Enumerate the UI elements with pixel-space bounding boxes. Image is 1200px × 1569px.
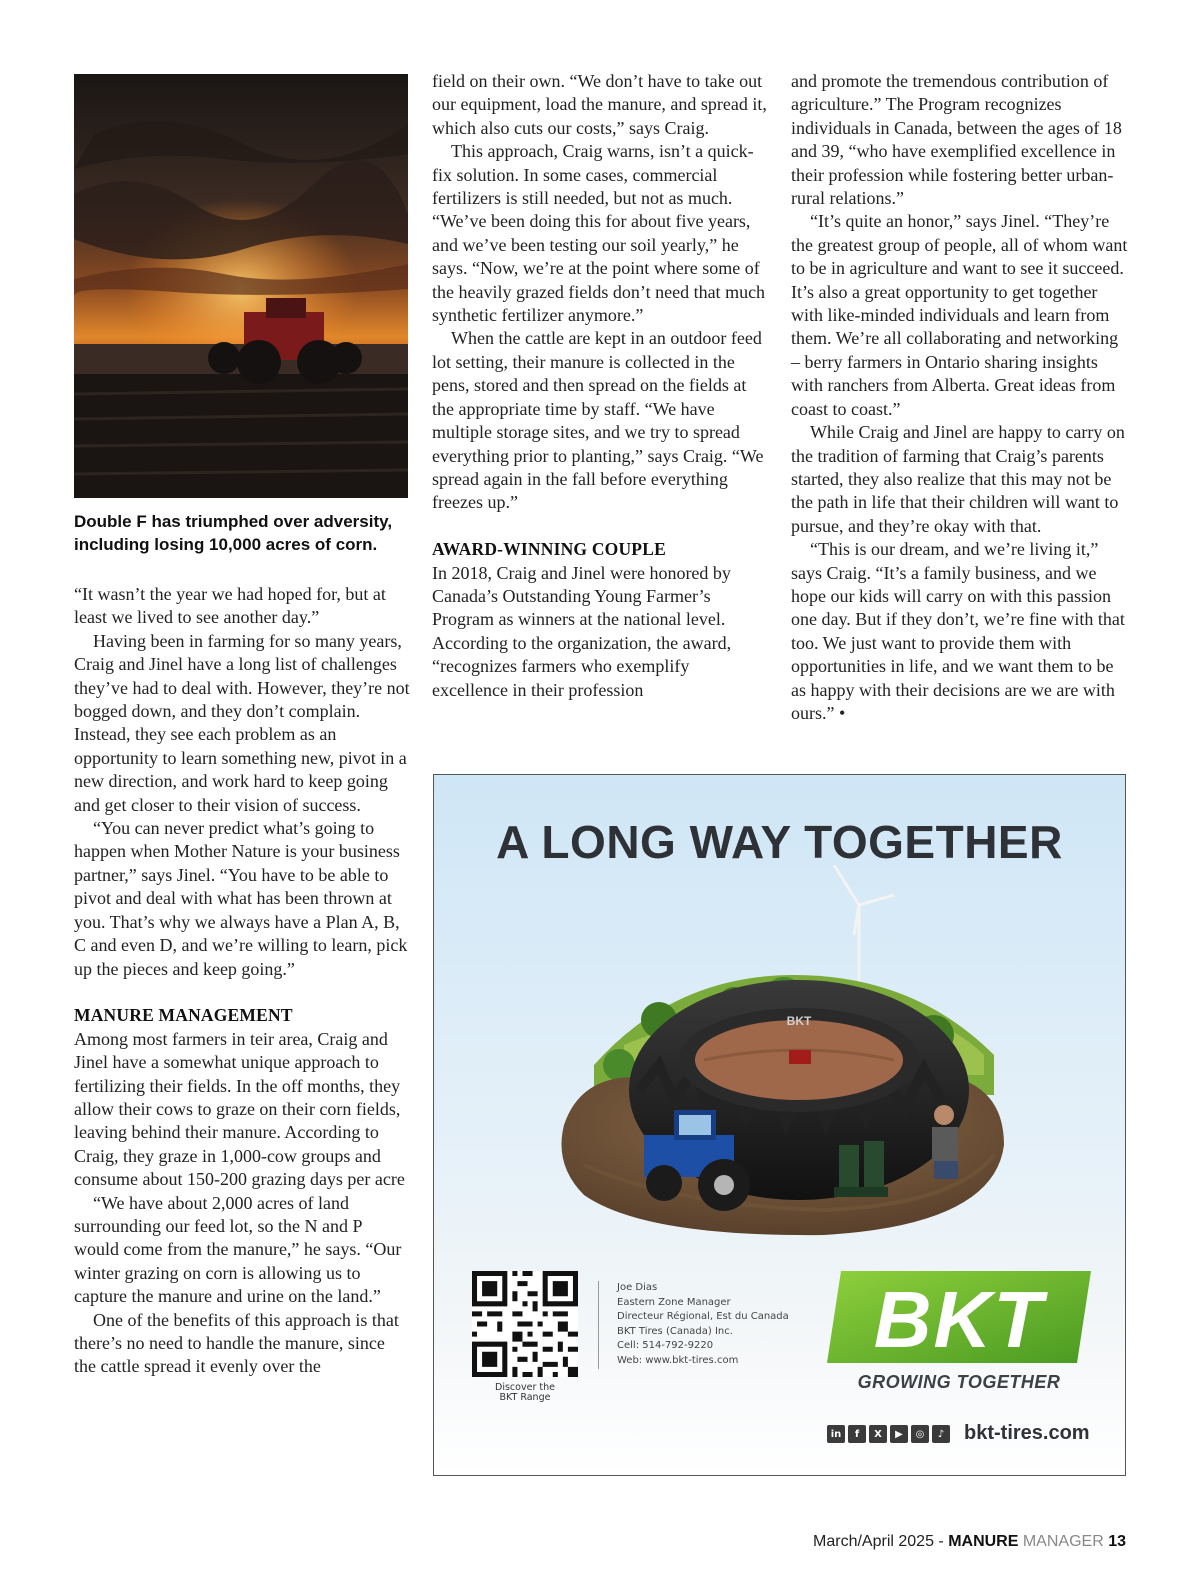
page-footer bbox=[813, 1533, 1126, 1551]
paragraph: One of the benefits of this approach is that there’s no need to handle the manure, since the cattle spread it evenly over the bbox=[74, 1309, 399, 1377]
article-column-3 bbox=[791, 70, 1131, 725]
contact-name: Joe Dias bbox=[617, 1282, 658, 1293]
contact-title-en: Eastern Zone Manager bbox=[617, 1296, 731, 1308]
paragraph: In 2018, Craig and Jinel were honored by Canada’s Outstanding Young Farmer’s Program as winners at the national level. According to the organization, the award, “recognizes farmers who exemplify excellence in their profession bbox=[432, 562, 732, 700]
bkt-logo bbox=[827, 1271, 1091, 1363]
wind-turbine-icon bbox=[834, 865, 894, 995]
paragraph: Having been in farming for so many years, Craig and Jinel have a long list of challenges they’ve had to deal with. However, they’re not bogged down, and they don’t complain. Instead, they see each problem as an opportunity to learn something new, pivot in a new direction, and work hard to keep going and get closer to their vision of success. bbox=[74, 630, 410, 815]
paragraph: While Craig and Jinel are happy to carry on the tradition of farming that Craig’s parents started, they also realize that this may not be the path in life that their children will want to pursue, and they’re okay with that. bbox=[791, 422, 1125, 536]
x-icon[interactable]: X bbox=[869, 1425, 887, 1443]
linkedin-icon[interactable]: in bbox=[827, 1425, 845, 1443]
facebook-icon[interactable]: f bbox=[848, 1425, 866, 1443]
contact-cell: Cell: 514-792-9220 bbox=[617, 1340, 714, 1352]
qr-caption bbox=[472, 1383, 578, 1403]
paragraph: and promote the tremendous contribution of agriculture.” The Program recognizes individuals in Canada, between the ages of 18 and 39, “who have exemplified excellence in their profession while fostering better urban-rural relations.” bbox=[791, 71, 1122, 209]
ad-tire-illustration bbox=[524, 865, 1044, 1245]
footer-magazine-light: MANAGER bbox=[1018, 1533, 1109, 1550]
paragraph: “It’s quite an honor,” says Jinel. “They’re the greatest group of people, all of whom want to be in agriculture and want to see it succeed. It’s also a great opportunity to get together with like-minded individuals and learn from them. We’re all collaborating and networking – berry farmers in Ontario sharing insights with ranchers from Alberta. Great ideas from coast to coast.” bbox=[791, 211, 1128, 419]
photo-illustration bbox=[74, 74, 408, 498]
paragraph: When the cattle are kept in an outdoor feed lot setting, their manure is collected in the pens, stored and then spread on the fields at the appropriate time by staff. “We have multiple storage sites, and we try to spread everything prior to planting,” says Craig. “We spread again in the fall before everything freezes up.” bbox=[432, 328, 764, 513]
paragraph: “You can never predict what’s going to happen when Mother Nature is your business partner,” says Jinel. “You have to be able to pivot and deal with what has been thrown at you. That’s why we always have a Plan A, B, C and even D, and we’re willing to learn, pick up the pieces and keep going.” bbox=[74, 818, 408, 979]
contact-title-fr: Directeur Régional, Est du Canada bbox=[617, 1311, 789, 1323]
paragraph: “We have about 2,000 acres of land surrounding our feed lot, so the N and P would come from the manure,” he says. “Our winter grazing on corn is allowing us to capture the manure and urine on the land.” bbox=[74, 1192, 402, 1307]
paragraph: “It wasn’t the year we had hoped for, but at least we lived to see another day.” bbox=[74, 584, 386, 628]
paragraph: Among most farmers in teir area, Craig and Jinel have a somewhat unique approach to fertilizing their fields. In the off months, they allow their cows to graze on their corn fields, leaving behind their manure. According to Craig, they graze in 1,000-cow groups and consume about 150-200 grazing days per acre bbox=[74, 1028, 405, 1190]
bkt-advertisement[interactable] bbox=[433, 774, 1126, 1476]
social-icons bbox=[827, 1425, 950, 1443]
ad-tagline: GROWING TOGETHER bbox=[857, 1372, 1061, 1392]
article-column-1 bbox=[74, 583, 410, 1379]
page-number: 13 bbox=[1108, 1533, 1126, 1550]
ad-website-link[interactable]: bkt-tires.com bbox=[964, 1422, 1090, 1444]
paragraph: “This is our dream, and we’re living it,” says Craig. “It’s a family business, and we hope our kids will carry on with this passion one day. But if they don’t, we’re fine with that too. We just want to provide them with opportunities in life, and we want them to be as happy with their decisions are we are with ours.” • bbox=[791, 539, 1125, 723]
instagram-icon[interactable]: ◎ bbox=[911, 1425, 929, 1443]
paragraph: field on their own. “We don’t have to take out our equipment, load the manure, and spread it, which also cuts our costs,” says Craig. bbox=[432, 71, 767, 138]
contact-block bbox=[598, 1281, 789, 1369]
article-column-2 bbox=[432, 70, 768, 702]
section-heading: AWARD-WINNING COUPLE bbox=[432, 539, 666, 560]
section-heading: MANURE MANAGEMENT bbox=[74, 1005, 293, 1026]
youtube-icon[interactable]: ▶ bbox=[890, 1425, 908, 1443]
bkt-logo-text: BKT bbox=[873, 1275, 1045, 1363]
qr-code[interactable] bbox=[472, 1271, 578, 1377]
tiktok-icon[interactable]: ♪ bbox=[932, 1425, 950, 1443]
photo-caption: Double F has triumphed over adversity, including losing 10,000 acres of corn. bbox=[74, 512, 393, 554]
contact-company: BKT Tires (Canada) Inc. bbox=[617, 1325, 733, 1337]
qr-caption-line: Discover the bbox=[495, 1382, 555, 1393]
paragraph: This approach, Craig warns, isn’t a quick-fix solution. In some cases, commercial fertilizers is still needed, but not as much. “We’ve been doing this for about five years, and we’ve been testing our soil yearly,” he says. “Now, we’re at the point where some of the heavily grazed fields don’t need that much synthetic fertilizer anymore.” bbox=[432, 141, 766, 326]
qr-caption-line: BKT Range bbox=[499, 1392, 551, 1403]
tire-brand-label: BKT bbox=[786, 1014, 812, 1028]
ad-headline: A LONG WAY TOGETHER bbox=[496, 816, 1063, 868]
tractor-sunset-photo bbox=[74, 74, 408, 498]
contact-web[interactable]: Web: www.bkt-tires.com bbox=[617, 1354, 739, 1366]
footer-issue: March/April 2025 - bbox=[813, 1533, 949, 1550]
footer-magazine-bold: MANURE bbox=[948, 1533, 1019, 1550]
